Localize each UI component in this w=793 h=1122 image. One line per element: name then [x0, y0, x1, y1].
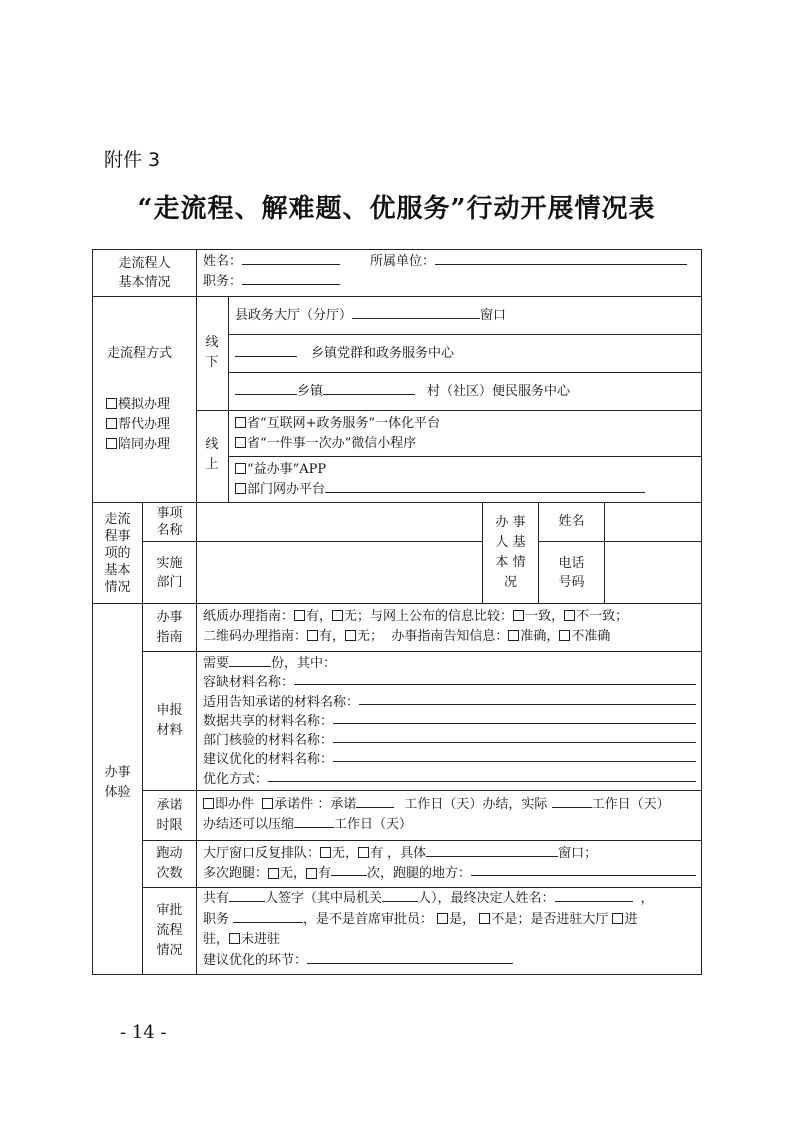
text: 工作日（天）	[591, 797, 670, 812]
page-title: “走流程、解难题、优服务”行动开展情况表	[137, 194, 656, 224]
checkbox-icon[interactable]	[559, 630, 570, 641]
text: 承诺件 ：承诺	[274, 797, 357, 812]
label-line: 情况	[156, 943, 183, 958]
checkbox-icon[interactable]	[106, 398, 117, 409]
label-line: 走流	[104, 511, 131, 527]
online-platforms-1[interactable]	[235, 414, 440, 454]
material-line[interactable]	[203, 673, 696, 692]
applicant-name-input[interactable]	[605, 503, 701, 541]
label-line: 情况	[104, 579, 131, 595]
post-field[interactable]	[203, 273, 340, 292]
text: 份，其中：	[271, 656, 337, 671]
label-line: 号码	[558, 574, 585, 590]
text: 人），最终决定人姓名：	[418, 891, 555, 906]
text: 人签字（其中局机关	[265, 891, 383, 906]
text: 不是；是否进驻大厅	[491, 911, 609, 927]
label-line: 审批	[156, 903, 183, 918]
text: 准确，	[520, 629, 560, 644]
hall-label: 县政务大厅（分厅）	[235, 308, 353, 323]
text: 未进驻	[241, 932, 281, 947]
text: ，是不是首席审批员：	[303, 911, 434, 927]
text: 共有	[203, 891, 230, 906]
text: 职务	[203, 911, 230, 927]
label-line: 本 情	[495, 555, 526, 570]
window-label: 窗口	[480, 308, 507, 323]
platform-4[interactable]	[235, 480, 645, 500]
approval-line-4	[203, 951, 654, 972]
checkbox-icon[interactable]	[332, 610, 343, 621]
char: 线	[205, 437, 219, 452]
label-line: 基本	[104, 562, 131, 578]
label-line: 实施	[156, 555, 183, 571]
text: 与网上公布的信息比较：	[370, 609, 514, 624]
checkbox-icon[interactable]	[508, 630, 519, 641]
text: 即办件	[215, 797, 255, 812]
label-line: 办 事	[495, 515, 526, 530]
text: 适用告知承诺的材料名称：	[203, 694, 360, 710]
text: 多次跑腿：	[203, 866, 269, 881]
text: 工作日（天）	[334, 817, 413, 832]
char: 下	[205, 354, 219, 370]
phone-input[interactable]	[605, 542, 701, 603]
page-number: - 14 -	[120, 1022, 167, 1043]
guide-content[interactable]	[203, 607, 628, 647]
text: 不一致；	[576, 609, 629, 624]
material-line[interactable]	[203, 693, 696, 712]
checkbox-icon[interactable]	[294, 610, 305, 621]
platform-2[interactable]	[235, 434, 440, 454]
method-label: 走流程方式	[107, 346, 173, 361]
checkbox-icon[interactable]	[307, 630, 318, 641]
town-center-field[interactable]	[235, 345, 454, 364]
material-line[interactable]	[203, 750, 696, 769]
text: 部门核验的材料名称：	[203, 733, 334, 749]
unit-label: 所属单位：	[370, 254, 436, 269]
text: 不准确	[571, 629, 611, 644]
label-line: 项的	[104, 545, 131, 561]
deadline-line-2	[203, 815, 670, 835]
text: 大厅窗口反复排队：	[203, 846, 321, 861]
guide-line-2	[203, 627, 628, 647]
checkbox-icon[interactable]	[479, 913, 490, 924]
trips-line-1	[203, 844, 696, 864]
checkbox-icon[interactable]	[268, 868, 279, 879]
text: 驻，	[203, 932, 230, 947]
materials-label	[143, 652, 196, 790]
label-line: 基本情况	[118, 275, 171, 290]
label-line: 承诺	[156, 797, 183, 813]
option-label: 陪同办理	[118, 437, 171, 452]
attachment-label: 附件 3	[104, 149, 161, 171]
item-name-label	[143, 503, 196, 541]
text: 有	[318, 866, 332, 881]
text: 有，	[319, 629, 346, 644]
label-line: 电话	[558, 555, 585, 571]
text: 优化方式：	[203, 771, 269, 787]
text: 无；	[357, 629, 384, 644]
label-line: 申报	[156, 703, 183, 718]
material-line[interactable]	[203, 770, 696, 789]
checkbox-icon[interactable]	[229, 933, 240, 944]
platform-3[interactable]	[235, 460, 645, 480]
village-center-field[interactable]	[235, 383, 570, 402]
label-line: 名称	[156, 523, 183, 538]
platform-label: 省“互联网+政务服务”一体化平台	[247, 416, 441, 431]
deadline-line-1	[203, 795, 670, 815]
approval-line-1	[203, 889, 654, 910]
platform-label: “益办事”APP	[247, 462, 327, 477]
approval-label	[143, 888, 196, 974]
text: 容缺材料名称：	[203, 675, 295, 691]
approval-line-2	[203, 910, 654, 931]
label-line: 体验	[104, 785, 131, 800]
text: 办事指南告知信息：	[391, 629, 509, 644]
label-line: 跑动	[156, 846, 183, 861]
row-person-label	[93, 250, 196, 296]
option-label: 模拟办理	[118, 397, 171, 412]
checkbox-icon[interactable]	[106, 418, 117, 429]
text: 数据共享的材料名称：	[203, 713, 334, 729]
text: 无；	[344, 609, 371, 624]
char: 线	[205, 335, 219, 350]
label-line: 走流程人	[118, 255, 171, 271]
platform-label: 部门网办平台	[247, 482, 326, 497]
checkbox-icon[interactable]	[235, 437, 246, 448]
material-line[interactable]	[203, 731, 696, 750]
guide-label	[143, 604, 196, 651]
text: 建议优化的环节：	[203, 952, 308, 968]
option-accompany[interactable]	[106, 435, 170, 455]
text: 有，	[306, 609, 333, 624]
option-label: 帮代办理	[118, 417, 171, 432]
applicant-label	[483, 503, 538, 603]
text: 有 ，具体	[370, 846, 427, 861]
label-line: 事项	[156, 506, 183, 521]
text: 二维码办理指南：	[203, 629, 308, 644]
checkbox-icon[interactable]	[235, 483, 246, 494]
text: 需要	[203, 656, 230, 671]
experience-label	[93, 760, 142, 806]
char: 上	[205, 456, 219, 472]
option-simulate[interactable]	[106, 395, 170, 415]
trips-content[interactable]	[203, 844, 696, 884]
text: ，	[640, 891, 654, 906]
item-name-input[interactable]	[197, 503, 482, 541]
option-proxy[interactable]	[106, 415, 170, 435]
unit-field[interactable]	[370, 253, 687, 272]
name-label: 姓名：	[203, 254, 243, 269]
online-platforms-2[interactable]	[235, 460, 645, 500]
trips-line-2	[203, 864, 696, 884]
text: 窗口；	[558, 846, 598, 861]
dept-input[interactable]	[197, 542, 482, 603]
materials-content[interactable]	[203, 654, 696, 789]
checkbox-icon[interactable]	[358, 847, 369, 858]
label-line: 办事	[104, 765, 131, 780]
phone-label	[539, 542, 604, 603]
deadline-label	[143, 791, 196, 840]
guide-line-1	[203, 607, 628, 627]
post-label: 职务：	[203, 274, 243, 289]
name-field[interactable]	[203, 253, 340, 272]
checkbox-icon[interactable]	[612, 913, 623, 924]
village-label: 村（社区）便民服务中心	[427, 384, 571, 399]
method-options[interactable]	[106, 395, 170, 455]
checkbox-icon[interactable]	[306, 868, 317, 879]
platform-1[interactable]	[235, 414, 440, 434]
checkbox-icon[interactable]	[437, 913, 448, 924]
checkbox-icon[interactable]	[513, 610, 524, 621]
deadline-content[interactable]	[203, 795, 670, 835]
text: 建议优化的材料名称：	[203, 752, 334, 768]
checkbox-icon[interactable]	[345, 630, 356, 641]
checkbox-icon[interactable]	[235, 417, 246, 428]
approval-line-3	[203, 930, 654, 951]
label-line: 次数	[156, 866, 183, 881]
dept-label	[143, 542, 196, 603]
text: 是，	[449, 911, 476, 927]
checkbox-icon[interactable]	[235, 463, 246, 474]
checkbox-icon[interactable]	[320, 847, 331, 858]
approval-content[interactable]	[203, 889, 654, 971]
checkbox-icon[interactable]	[564, 610, 575, 621]
material-line[interactable]	[203, 712, 696, 731]
matter-basic-label	[93, 503, 142, 603]
platform-label: 省“一件事一次办”微信小程序	[247, 436, 417, 451]
materials-count[interactable]	[203, 654, 696, 673]
label-line: 程事	[104, 528, 131, 544]
trips-label	[143, 841, 196, 887]
label-line: 材料	[156, 723, 183, 738]
label-line: 指南	[156, 629, 183, 645]
hall-window-field[interactable]	[235, 307, 506, 326]
checkbox-icon[interactable]	[262, 798, 273, 809]
text: 纸质办理指南：	[203, 609, 295, 624]
checkbox-icon[interactable]	[106, 438, 117, 449]
label-line: 人 基	[495, 535, 526, 550]
text: 一致，	[525, 609, 565, 624]
town-center-label: 乡镇党群和政务服务中心	[311, 346, 455, 361]
text: 进	[624, 911, 638, 927]
text: 无，	[332, 846, 359, 861]
label-line: 办事	[156, 609, 183, 625]
text: 工作日（天）办结，实际	[404, 797, 548, 812]
checkbox-icon[interactable]	[203, 798, 214, 809]
label-line: 部门	[156, 574, 183, 590]
label-line: 况	[503, 575, 517, 590]
text: 办结还可以压缩	[203, 817, 295, 832]
label-line: 流程	[156, 923, 183, 938]
label-line: 时限	[156, 817, 183, 833]
offline-label	[205, 333, 219, 372]
online-label	[205, 435, 219, 474]
applicant-name-label: 姓名	[558, 514, 585, 530]
text: 次，跑腿的地方：	[367, 866, 472, 881]
text: 无，	[280, 866, 307, 881]
town-label: 乡镇	[297, 384, 324, 399]
